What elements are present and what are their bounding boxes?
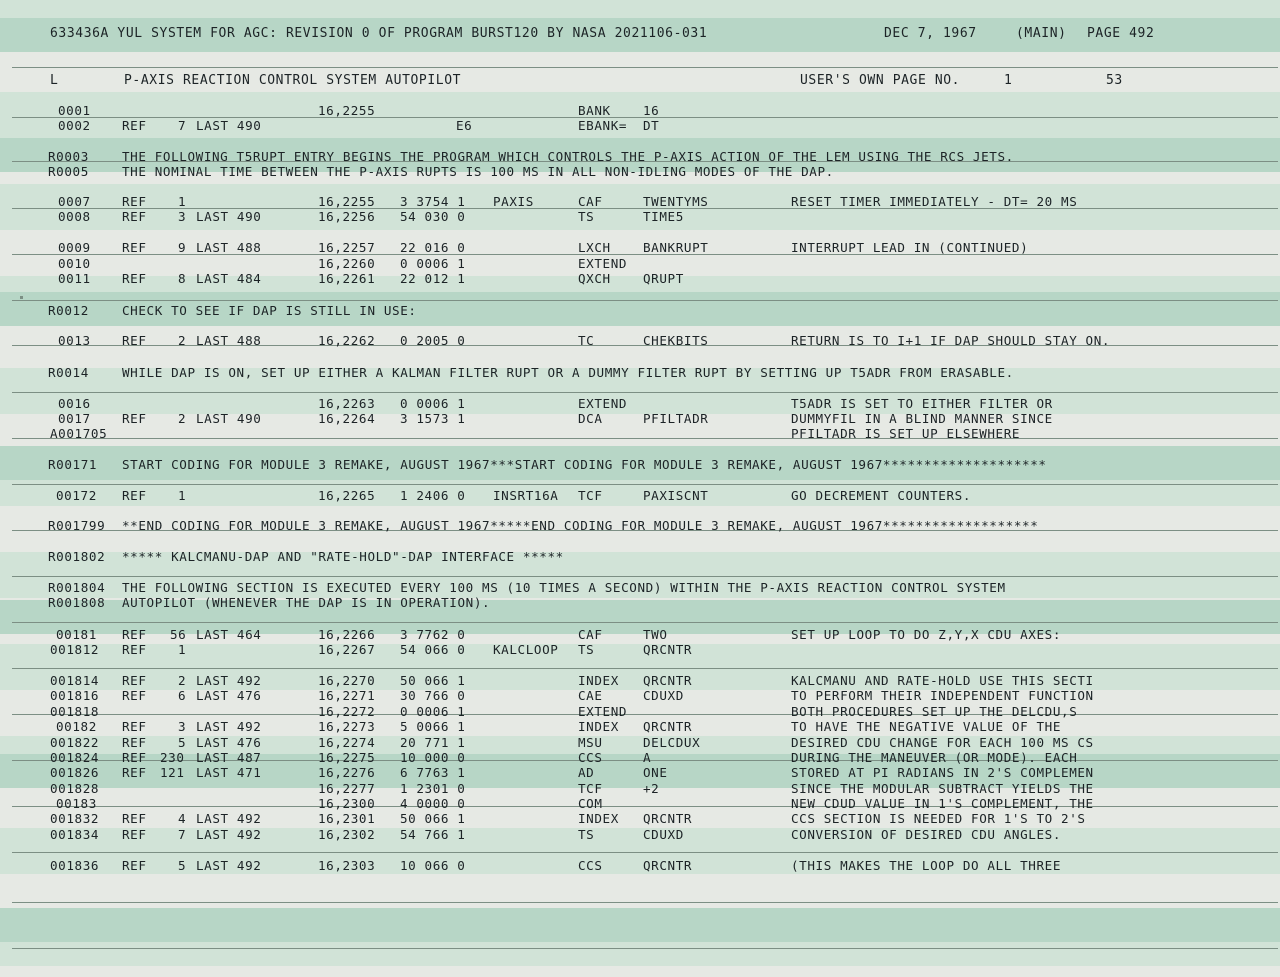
page-header-date: DEC 7, 1967 [884,26,977,41]
line-seq-number: 0016 [58,396,91,411]
operand: QRCNTR [643,642,693,657]
memory-address: 16,2265 [318,488,376,503]
last-reference: LAST 490 [196,411,262,426]
operand: DELCDUX [643,735,701,750]
opcode: TC [578,333,595,348]
users-page-label: USER'S OWN PAGE NO. [800,73,961,88]
opcode: EXTEND [578,704,628,719]
line-seq-number: 001828 [50,781,100,796]
remark-seq-number: R001799 [48,518,106,533]
ref-count: 2 [178,673,187,688]
ref-count: 230 [160,750,185,765]
last-reference: LAST 476 [196,735,262,750]
octal-word: 3 1573 1 [400,411,466,426]
octal-word: 5 0066 1 [400,719,466,734]
operand: DT [643,118,660,133]
line-seq-number: 00183 [56,796,97,811]
code-comment: PFILTADR IS SET UP ELSEWHERE [791,426,1021,441]
opcode: TCF [578,488,603,503]
ref-marker: REF [122,858,147,873]
code-comment: RESET TIMER IMMEDIATELY - DT= 20 MS [791,194,1078,209]
last-reference: LAST 490 [196,118,262,133]
code-comment: CCS SECTION IS NEEDED FOR 1'S TO 2'S [791,811,1086,826]
opcode: EXTEND [578,396,628,411]
ref-count: 6 [178,688,187,703]
ref-marker: REF [122,627,147,642]
ref-marker: REF [122,688,147,703]
code-comment: RETURN IS TO I+1 IF DAP SHOULD STAY ON. [791,333,1111,348]
code-comment: BOTH PROCEDURES SET UP THE DELCDU,S [791,704,1078,719]
last-reference: LAST 492 [196,827,262,842]
memory-address: 16,2302 [318,827,376,842]
ref-count: 7 [178,827,187,842]
code-comment: DESIRED CDU CHANGE FOR EACH 100 MS CS [791,735,1094,750]
ref-marker: REF [122,642,147,657]
memory-address: 16,2301 [318,811,376,826]
ref-count: 2 [178,411,187,426]
page-header-section: (MAIN) [1016,26,1067,41]
ref-count: 56 [170,627,187,642]
operand: ONE [643,765,668,780]
opcode: CAF [578,627,603,642]
code-comment: SET UP LOOP TO DO Z,Y,X CDU AXES: [791,627,1062,642]
last-reference: LAST 490 [196,209,262,224]
octal-word: 50 066 1 [400,811,466,826]
ruled-line [12,438,1278,439]
ref-count: 8 [178,271,187,286]
remark-seq-number: R00171 [48,457,98,472]
ref-count: 1 [178,488,187,503]
ref-marker: REF [122,240,147,255]
memory-address: 16,2261 [318,271,376,286]
opcode: TS [578,209,595,224]
octal-word: 1 2406 0 [400,488,466,503]
ref-count: 3 [178,719,187,734]
last-reference: LAST 488 [196,240,262,255]
paper-stripe [0,908,1280,942]
ref-marker: REF [122,209,147,224]
code-comment: DUMMYFIL IN A BLIND MANNER SINCE [791,411,1053,426]
code-comment: TO HAVE THE NEGATIVE VALUE OF THE [791,719,1062,734]
remark-text: START CODING FOR MODULE 3 REMAKE, AUGUST 1967***START CODING FOR MODULE 3 REMAKE, AUGUST 1967******************** [122,457,1047,472]
opcode: INDEX [578,719,619,734]
remark-text: THE NOMINAL TIME BETWEEN THE P-AXIS RUPTS IS 100 MS IN ALL NON-IDLING MODES OF THE DAP. [122,164,834,179]
opcode: QXCH [578,271,611,286]
memory-address: 16,2267 [318,642,376,657]
ref-marker: REF [122,333,147,348]
operand: CDUXD [643,688,684,703]
octal-word: 50 066 1 [400,673,466,688]
last-reference: LAST 492 [196,811,262,826]
opcode: BANK [578,103,611,118]
operand: CHEKBITS [643,333,709,348]
ruled-line [12,852,1278,853]
page-header-page: PAGE 492 [1087,26,1155,41]
memory-address: 16,2303 [318,858,376,873]
opcode: CAE [578,688,603,703]
sprocket-mark [20,296,23,299]
line-seq-number: 00182 [56,719,97,734]
opcode: TS [578,827,595,842]
octal-word: E6 [456,118,473,133]
opcode: INDEX [578,811,619,826]
line-seq-number: 001832 [50,811,100,826]
ref-marker: REF [122,765,147,780]
users-page-number: 1 [1004,73,1013,88]
last-reference: LAST 488 [196,333,262,348]
opcode: CAF [578,194,603,209]
ref-count: 1 [178,642,187,657]
ref-count: 5 [178,735,187,750]
opcode: DCA [578,411,603,426]
remark-text: ***** KALCMANU-DAP AND "RATE-HOLD"-DAP INTERFACE ***** [122,549,564,564]
octal-word: 0 0006 1 [400,396,466,411]
operand: QRCNTR [643,719,693,734]
ref-marker: REF [122,271,147,286]
memory-address: 16,2257 [318,240,376,255]
remark-seq-number: R0014 [48,365,89,380]
ref-marker: REF [122,735,147,750]
memory-address: 16,2266 [318,627,376,642]
octal-word: 6 7763 1 [400,765,466,780]
octal-word: 0 0006 1 [400,704,466,719]
remark-seq-number: R001804 [48,580,106,595]
octal-word: 4 0000 0 [400,796,466,811]
memory-address: 16,2272 [318,704,376,719]
page-header-title: 633436A YUL SYSTEM FOR AGC: REVISION 0 OF PROGRAM BURST120 BY NASA 2021106-031 [50,26,708,41]
line-seq-number: 001826 [50,765,100,780]
line-seq-number: 0011 [58,271,91,286]
line-seq-number: 0008 [58,209,91,224]
ruled-line [12,300,1278,301]
ref-marker: REF [122,811,147,826]
memory-address: 16,2262 [318,333,376,348]
remark-text: THE FOLLOWING T5RUPT ENTRY BEGINS THE PROGRAM WHICH CONTROLS THE P-AXIS ACTION OF THE LEM USING THE RCS JETS. [122,149,1014,164]
operand: PAXISCNT [643,488,709,503]
ref-marker: REF [122,750,147,765]
ref-marker: REF [122,194,147,209]
line-seq-number: 00181 [56,627,97,642]
opcode: TS [578,642,595,657]
operand: 16 [643,103,660,118]
memory-address: 16,2273 [318,719,376,734]
ruled-line [12,668,1278,669]
ref-count: 2 [178,333,187,348]
opcode: TCF [578,781,603,796]
ref-marker: REF [122,719,147,734]
subheader-code: 53 [1106,73,1123,88]
last-reference: LAST 487 [196,750,262,765]
octal-word: 3 7762 0 [400,627,466,642]
opcode: LXCH [578,240,611,255]
opcode: CCS [578,858,603,873]
ref-count: 7 [178,118,187,133]
log-flag: L [50,73,59,88]
line-seq-number: 001812 [50,642,100,657]
octal-word: 10 000 0 [400,750,466,765]
octal-word: 30 766 0 [400,688,466,703]
code-label: INSRT16A [493,488,559,503]
line-seq-number: 001824 [50,750,100,765]
ref-count: 3 [178,209,187,224]
opcode: EBANK= [578,118,628,133]
section-title: P-AXIS REACTION CONTROL SYSTEM AUTOPILOT [124,73,462,88]
ref-marker: REF [122,118,147,133]
last-reference: LAST 471 [196,765,262,780]
octal-word: 20 771 1 [400,735,466,750]
line-seq-number: A001705 [50,426,108,441]
ref-marker: REF [122,827,147,842]
opcode: MSU [578,735,603,750]
remark-seq-number: R0005 [48,164,89,179]
ruled-line [12,392,1278,393]
memory-address: 16,2275 [318,750,376,765]
opcode: COM [578,796,603,811]
memory-address: 16,2274 [318,735,376,750]
code-comment: DURING THE MANEUVER (OR MODE). EACH [791,750,1078,765]
ruled-line [12,67,1278,68]
code-label: PAXIS [493,194,534,209]
ref-marker: REF [122,411,147,426]
line-seq-number: 0010 [58,256,91,271]
line-seq-number: 001822 [50,735,100,750]
memory-address: 16,2260 [318,256,376,271]
ruled-line [12,902,1278,903]
memory-address: 16,2255 [318,103,376,118]
ruled-line [12,484,1278,485]
octal-word: 22 012 1 [400,271,466,286]
line-seq-number: 0009 [58,240,91,255]
line-seq-number: 0007 [58,194,91,209]
ref-marker: REF [122,673,147,688]
code-comment: GO DECREMENT COUNTERS. [791,488,972,503]
last-reference: LAST 492 [196,719,262,734]
code-comment: NEW CDUD VALUE IN 1'S COMPLEMENT, THE [791,796,1094,811]
opcode: AD [578,765,595,780]
line-seq-number: 0001 [58,103,91,118]
opcode: INDEX [578,673,619,688]
memory-address: 16,2255 [318,194,376,209]
code-comment: STORED AT PI RADIANS IN 2'S COMPLEMEN [791,765,1094,780]
remark-text: **END CODING FOR MODULE 3 REMAKE, AUGUST 1967*****END CODING FOR MODULE 3 REMAKE, AUGUST 1967******************* [122,518,1039,533]
last-reference: LAST 464 [196,627,262,642]
operand: PFILTADR [643,411,709,426]
remark-text: THE FOLLOWING SECTION IS EXECUTED EVERY 100 MS (10 TIMES A SECOND) WITHIN THE P-AXIS REACTION CONTROL SYSTEM [122,580,1006,595]
line-seq-number: 0013 [58,333,91,348]
last-reference: LAST 492 [196,673,262,688]
operand: +2 [643,781,660,796]
octal-word: 0 0006 1 [400,256,466,271]
opcode: CCS [578,750,603,765]
memory-address: 16,2271 [318,688,376,703]
operand: BANKRUPT [643,240,709,255]
code-label: KALCLOOP [493,642,559,657]
code-comment: CONVERSION OF DESIRED CDU ANGLES. [791,827,1062,842]
line-seq-number: 00172 [56,488,97,503]
ruled-line [12,714,1278,715]
code-comment: KALCMANU AND RATE-HOLD USE THIS SECTI [791,673,1094,688]
line-seq-number: 001836 [50,858,100,873]
octal-word: 0 2005 0 [400,333,466,348]
opcode: EXTEND [578,256,628,271]
line-seq-number: 0002 [58,118,91,133]
remark-text: CHECK TO SEE IF DAP IS STILL IN USE: [122,303,417,318]
operand: TIME5 [643,209,684,224]
octal-word: 54 066 0 [400,642,466,657]
octal-word: 1 2301 0 [400,781,466,796]
memory-address: 16,2276 [318,765,376,780]
memory-address: 16,2263 [318,396,376,411]
last-reference: LAST 476 [196,688,262,703]
operand: A [643,750,652,765]
last-reference: LAST 492 [196,858,262,873]
remark-seq-number: R001808 [48,595,106,610]
ruled-line [12,576,1278,577]
octal-word: 54 030 0 [400,209,466,224]
line-seq-number: 001814 [50,673,100,688]
operand: QRCNTR [643,858,693,873]
ruled-line [12,622,1278,623]
remark-seq-number: R0003 [48,149,89,164]
ruled-line [12,948,1278,949]
octal-word: 10 066 0 [400,858,466,873]
line-seq-number: 001816 [50,688,100,703]
ref-count: 9 [178,240,187,255]
memory-address: 16,2270 [318,673,376,688]
operand: CDUXD [643,827,684,842]
operand: TWENTYMS [643,194,709,209]
octal-word: 3 3754 1 [400,194,466,209]
code-comment: TO PERFORM THEIR INDEPENDENT FUNCTION [791,688,1094,703]
line-seq-number: 0017 [58,411,91,426]
remark-seq-number: R0012 [48,303,89,318]
operand: QRCNTR [643,811,693,826]
operand: TWO [643,627,668,642]
ref-count: 5 [178,858,187,873]
code-comment: INTERRUPT LEAD IN (CONTINUED) [791,240,1029,255]
operand: QRCNTR [643,673,693,688]
memory-address: 16,2256 [318,209,376,224]
code-comment: T5ADR IS SET TO EITHER FILTER OR [791,396,1053,411]
code-comment: SINCE THE MODULAR SUBTRACT YIELDS THE [791,781,1094,796]
octal-word: 54 766 1 [400,827,466,842]
ref-count: 1 [178,194,187,209]
memory-address: 16,2277 [318,781,376,796]
ref-count: 4 [178,811,187,826]
ref-count: 121 [160,765,185,780]
memory-address: 16,2264 [318,411,376,426]
code-comment: (THIS MAKES THE LOOP DO ALL THREE [791,858,1062,873]
remark-text: WHILE DAP IS ON, SET UP EITHER A KALMAN FILTER RUPT OR A DUMMY FILTER RUPT BY SETTING UP T5ADR FROM ERASABLE. [122,365,1014,380]
remark-text: AUTOPILOT (WHENEVER THE DAP IS IN OPERATION). [122,595,491,610]
operand: QRUPT [643,271,684,286]
last-reference: LAST 484 [196,271,262,286]
line-seq-number: 001834 [50,827,100,842]
remark-seq-number: R001802 [48,549,106,564]
memory-address: 16,2300 [318,796,376,811]
line-seq-number: 001818 [50,704,100,719]
ref-marker: REF [122,488,147,503]
octal-word: 22 016 0 [400,240,466,255]
